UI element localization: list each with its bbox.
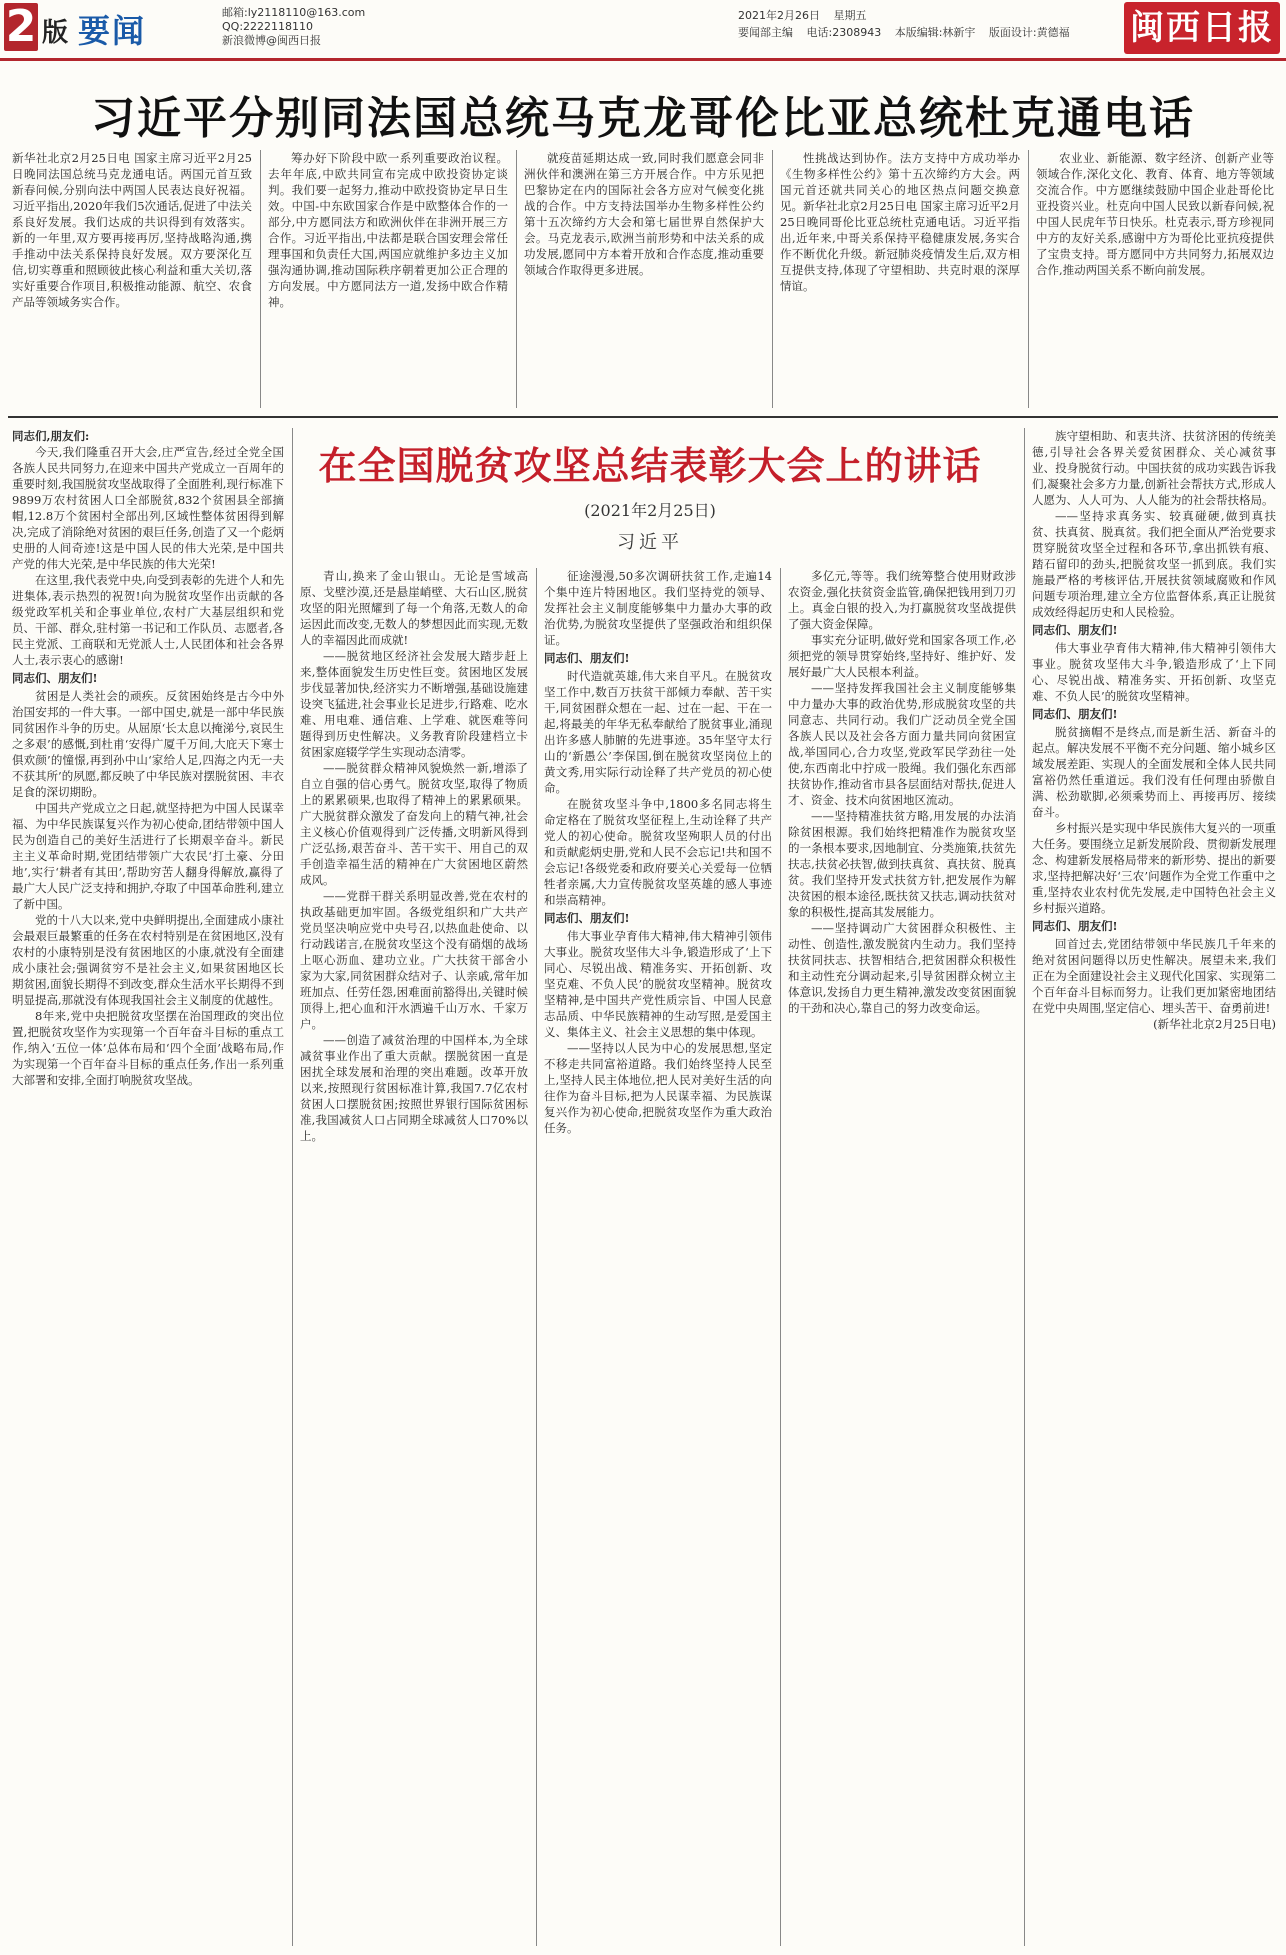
article1-column-3 — [524, 150, 764, 408]
speech-paragraph: 族守望相助、和衷共济、扶贫济困的传统美德,引导社会各界关爱贫困群众、关心减贫事业、投身脱贫行动。中国扶贫的成功实践告诉我们,凝聚社会多方力量,创新社会帮扶方式,形成人人愿为、人人可为、人人能为的社会帮扶格局。 — [1032, 429, 1276, 507]
edition-number: 2 — [5, 1, 37, 52]
column-divider — [292, 428, 293, 1946]
speech-paragraph: ——坚持求真务实、较真碰硬,做到真扶贫、扶真贫、脱真贫。我们把全面从严治党要求贯穿脱贫攻坚全过程和各环节,拿出抓铁有痕、踏石留印的劲头,把脱贫攻坚一抓到底。我们实施最严格的考核评估,开展扶贫领域腐败和作风问题专项治理,建立全方位监督体系,真正让脱贫成效经得起历史和人民检验。 — [1032, 509, 1276, 619]
issue-weekday: 星期五 — [833, 9, 867, 22]
article2-column-mid2 — [544, 568, 772, 1946]
speech-paragraph: 贫困是人类社会的顽疾。反贫困始终是古今中外治国安邦的一件大事。一部中国史,就是一部中华民族同贫困作斗争的历史。从屈原‘长太息以掩涕兮,哀民生之多艰’的感慨,到杜甫‘安得广厦千万间,大庇天下寒士俱欢颜’的憧憬,再到孙中山‘家给人足,四海之内无一夫不获其所’的夙愿,都反映了中华民族对摆脱贫困、丰衣足食的深切期盼。 — [12, 689, 284, 799]
speech-salutation: 同志们、朋友们! — [12, 671, 98, 685]
speech-paragraph: ——脱贫地区经济社会发展大踏步赶上来,整体面貌发生历史性巨变。贫困地区发展步伐显著加快,经济实力不断增强,基础设施建设突飞猛进,社会事业长足进步,行路难、吃水难、用电难、通信难、上学难、就医难等问题得到历史性解决。义务教育阶段建档立卡贫困家庭辍学学生实现动态清零。 — [300, 649, 528, 759]
speech-salutation: 同志们、朋友们! — [1032, 707, 1118, 721]
edition-unit: 版 — [42, 18, 69, 48]
speech-paragraph: 今天,我们隆重召开大会,庄严宣告,经过全党全国各族人民共同努力,在迎来中国共产党成立一百周年的重要时刻,我国脱贫攻坚战取得了全面胜利,现行标准下9899万农村贫困人口全部脱贫,832个贫困县全部摘帽,12.8万个贫困村全部出列,区域性整体贫困得到解决,完成了消除绝对贫困的艰巨任务,创造了又一个彪炳史册的人间奇迹!这是中国人民的伟大光荣,是中国共产党的伟大光荣,是中华民族的伟大光荣! — [12, 445, 284, 571]
speech-paragraph: 党的十八大以来,党中央鲜明提出,全面建成小康社会最艰巨最繁重的任务在农村特别是在贫困地区,没有农村的小康特别是没有贫困地区的小康,就没有全面建成小康社会;强调贫穷不是社会主义,如果贫困地区长期贫困,面貌长期得不到改变,群众生活水平长期得不到明显提高,那就没有体现我国社会主义制度的优越性。 — [12, 913, 284, 1007]
article1-headline: 习近平分别同法国总统马克龙哥伦比亚总统杜克通电话 — [91, 93, 1195, 144]
speech-paragraph: 乡村振兴是实现中华民族伟大复兴的一项重大任务。要围绕立足新发展阶段、贯彻新发展理念、构建新发展格局带来的新形势、提出的新要求,坚持把解决好‘三农’问题作为全党工作重中之重,坚持农业农村优先发展,走中国特色社会主义乡村振兴道路。 — [1032, 821, 1276, 915]
column-divider — [1028, 150, 1029, 408]
issue-date: 2021年2月26日 — [738, 9, 820, 22]
date-line — [738, 7, 877, 23]
speech-paragraph: 多亿元,等等。我们统筹整合使用财政涉农资金,强化扶贫资金监管,确保把钱用到刀刃上。真金白银的投入,为打赢脱贫攻坚战提供了强大资金保障。 — [788, 569, 1016, 631]
email: 邮箱:ly2118110@163.com — [222, 6, 366, 19]
article2-column-mid3 — [788, 568, 1016, 1946]
qq: QQ:2222118110 — [222, 20, 314, 33]
speech-paragraph: 伟大事业孕育伟大精神,伟大精神引领伟大事业。脱贫攻坚伟大斗争,锻造形成了‘上下同心、尽锐出战、精准务实、开拓创新、攻坚克难、不负人民’的脱贫攻坚精神。脱贫攻坚精神,是中国共产党性质宗旨、中国人民意志品质、中华民族精神的生动写照,是爱国主义、集体主义、社会主义思想的集中体现。 — [544, 929, 772, 1039]
speech-paragraph: 脱贫摘帽不是终点,而是新生活、新奋斗的起点。解决发展不平衡不充分问题、缩小城乡区域发展差距、实现人的全面发展和全体人民共同富裕仍然任重道远。我们没有任何理由骄傲自满、松劲歇脚,必须乘势而上、再接再厉、接续奋斗。 — [1032, 725, 1276, 819]
news-agency-credit: (新华社北京2月25日电) — [1153, 1017, 1276, 1031]
speech-salutation: 同志们、朋友们! — [1032, 919, 1118, 933]
speech-paragraph: ——坚持以人民为中心的发展思想,坚定不移走共同富裕道路。我们始终坚持人民至上,坚持人民主体地位,把人民对美好生活的向往作为奋斗目标,把为人民谋幸福、为民族谋复兴作为初心使命,把脱贫攻坚作为重大政治任务。 — [544, 1041, 772, 1135]
speech-paragraph: 时代造就英雄,伟大来自平凡。在脱贫攻坚工作中,数百万扶贫干部倾力奉献、苦干实干,同贫困群众想在一起、过在一起、干在一起,将最美的年华无私奉献给了脱贫事业,涌现出许多感人肺腑的先进事迹。35年坚守太行山的‘新愚公’李保国,倒在脱贫攻坚岗位上的黄文秀,用实际行动诠释了共产党员的初心使命。 — [544, 669, 772, 795]
staff-line — [738, 24, 1080, 40]
chief-editor: 要闻部主编 — [738, 26, 793, 39]
speech-paragraph: 回首过去,党团结带领中华民族几千年来的绝对贫困问题得以历史性解决。展望未来,我们正在为全面建设社会主义现代化国家、实现第二个百年奋斗目标而努力。让我们更加紧密地团结在党中央周围,坚定信心、埋头苦干、奋勇前进! — [1032, 937, 1276, 1015]
article2-author: 习近平 — [617, 532, 683, 553]
speech-paragraph: 青山,换来了金山银山。无论是雪域高原、戈壁沙漠,还是悬崖峭壁、大石山区,脱贫攻坚的阳光照耀到了每一个角落,无数人的命运因此而改变,无数人的梦想因此而实现,无数人的幸福因此而成就! — [300, 569, 528, 647]
speech-paragraph: 8年来,党中央把脱贫攻坚摆在治国理政的突出位置,把脱贫攻坚作为实现第一个百年奋斗目标的重点工作,纳入‘五位一体’总体布局和‘四个全面’战略布局,作为实现第一个百年奋斗目标的重点任务,作出一系列重大部署和安排,全面打响脱贫攻坚战。 — [12, 1009, 284, 1087]
column-divider — [780, 568, 781, 1946]
phone: 电话:2308943 — [806, 26, 882, 39]
article1-paragraph: 筹办好下阶段中欧一系列重要政治议程。去年年底,中欧共同宣布完成中欧投资协定谈判。我们要一起努力,推动中欧投资协定早日生效。中国-中东欧国家合作是中欧整体合作的一部分,中方愿同法方和欧洲伙伴在非洲开展三方合作。习近平指出,中法都是联合国安理会常任理事国和负责任大国,两国应就维护多边主义加强沟通协调,推动国际秩序朝着更加公正合理的方向发展。中方愿同法方一道,发扬中欧合作精神。 — [268, 151, 508, 309]
article1-column-5 — [1036, 150, 1274, 408]
speech-salutation: 同志们、朋友们! — [544, 651, 630, 665]
speech-paragraph: 在这里,我代表党中央,向受到表彰的先进个人和先进集体,表示热烈的祝贺!向为脱贫攻坚作出贡献的各级党政军机关和企事业单位,农村广大基层组织和党员、干部、群众,驻村第一书记和工作队员、志愿者,各民主党派、工商联和无党派人士,人民团体和社会各界人士,表示衷心的感谢! — [12, 573, 284, 667]
section-name: 要闻 — [78, 12, 147, 50]
column-divider — [1024, 428, 1025, 1946]
layout-designer: 版面设计:黄德福 — [988, 26, 1070, 39]
masthead — [0, 0, 1286, 58]
article2-column-right — [1032, 428, 1276, 1946]
speech-paragraph: 在脱贫攻坚斗争中,1800多名同志将生命定格在了脱贫攻坚征程上,生动诠释了共产党人的初心使命。脱贫攻坚殉职人员的付出和贡献彪炳史册,党和人民不会忘记!共和国不会忘记!各级党委和政府要关心关爱每一位牺牲者亲属,大力宣传脱贫攻坚英雄的感人事迹和崇高精神。 — [544, 797, 772, 907]
article1-column-2 — [268, 150, 508, 408]
article1-paragraph: 就疫苗延期达成一致,同时我们愿意会同非洲伙伴和澳洲在第三方开展合作。中方乐见把巴黎协定在内的国际社会各方应对气候变化挑战的合作。中方支持法国举办生物多样性公约第十五次缔约方大会和第七届世界自然保护大会。马克龙表示,欧洲当前形势和中法关系的成功发展,愿同中方本着开放和合作态度,推动重要领域合作取得更多进展。 — [524, 151, 764, 277]
article1-column-1 — [12, 150, 252, 408]
speech-paragraph: ——党群干群关系明显改善,党在农村的执政基础更加牢固。各级党组织和广大共产党员坚决响应党中央号召,以热血赴使命、以行动践诺言,在脱贫攻坚这个没有硝烟的战场上呕心沥血、建功立业。广大扶贫干部舍小家为大家,同贫困群众结对子、认亲戚,常年加班加点、任劳任怨,困难面前豁得出,关键时候顶得上,把心血和汗水洒遍千山万水、千家万户。 — [300, 889, 528, 1031]
column-divider — [260, 150, 261, 408]
article2-date: (2021年2月25日) — [584, 501, 716, 520]
speech-paragraph: 事实充分证明,做好党和国家各项工作,必须把党的领导贯穿始终,坚持好、维护好、发展好最广大人民根本利益。 — [788, 633, 1016, 679]
speech-paragraph: 中国共产党成立之日起,就坚持把为中国人民谋幸福、为中华民族谋复兴作为初心使命,团结带领中国人民为创造自己的美好生活进行了长期艰辛奋斗。新民主主义革命时期,党团结带领广大农民‘打土豪、分田地’,实行‘耕者有其田’,帮助穷苦人翻身得解放,赢得了最广大人民广泛支持和拥护,夺取了中国革命胜利,建立了新中国。 — [12, 801, 284, 911]
speech-paragraph: ——坚持发挥我国社会主义制度能够集中力量办大事的政治优势,形成脱贫攻坚的共同意志、共同行动。我们广泛动员全党全国各族人民以及社会各方面力量共同向贫困宣战,举国同心,合力攻坚,党政军民学劲往一处使,东西南北中拧成一股绳。我们强化东西部扶贫协作,推动省市县各层面结对帮扶,促进人才、资金、技术向贫困地区流动。 — [788, 681, 1016, 807]
article1-paragraph: 农业业、新能源、数字经济、创新产业等领域合作,深化文化、教育、体育、地方等领域交流合作。中方愿继续鼓励中国企业赴哥伦比亚投资兴业。杜克向中国人民致以新春问候,祝中国人民虎年节日快乐。杜克表示,哥方珍视同中方的友好关系,感谢中方为哥伦比亚抗疫提供了宝贵支持。哥方愿同中方共同努力,拓展双边合作,推动两国关系不断向前发展。 — [1036, 151, 1274, 277]
column-divider — [772, 150, 773, 408]
weibo: 新浪微博@闽西日报 — [222, 34, 321, 47]
speech-salutation: 同志们、朋友们! — [544, 911, 630, 925]
masthead-rule — [0, 58, 1286, 61]
speech-paragraph: 伟大事业孕育伟大精神,伟大精神引领伟大事业。脱贫攻坚伟大斗争,锻造形成了‘上下同心、尽锐出战、精准务实、开拓创新、攻坚克难、不负人民’的脱贫攻坚精神。 — [1032, 641, 1276, 703]
newspaper-logo: 闽西日报 — [1124, 2, 1280, 54]
article2-column-left — [12, 428, 284, 1946]
article1-paragraph: 性挑战达到协作。法方支持中方成功举办《生物多样性公约》第十五次缔约方大会。两国元首还就共同关心的地区热点问题交换意见。新华社北京2月25日电 国家主席习近平2月25日晚同哥伦比亚总统杜克通电话。习近平指出,近年来,中哥关系保持平稳健康发展,务实合作不断优化升级。新冠肺炎疫情发生后,双方相互提供支持,体现了守望相助、共克时艰的深厚情谊。 — [780, 151, 1020, 293]
greeting: 同志们,朋友们: — [12, 429, 90, 443]
speech-paragraph: ——创造了减贫治理的中国样本,为全球减贫事业作出了重大贡献。摆脱贫困一直是困扰全球发展和治理的突出难题。改革开放以来,按照现行贫困标准计算,我国7.7亿农村贫困人口摆脱贫困;按照世界银行国际贫困标准,我国减贫人口占同期全球减贫人口70%以上。 — [300, 1033, 528, 1143]
speech-paragraph: ——坚持调动广大贫困群众积极性、主动性、创造性,激发脱贫内生动力。我们坚持扶贫同扶志、扶智相结合,把贫困群众积极性和主动性充分调动起来,引导贫困群众树立主体意识,发扬自力更生精神,激发改变贫困面貌的干劲和决心,靠自己的努力改变命运。 — [788, 921, 1016, 1015]
speech-salutation: 同志们、朋友们! — [1032, 623, 1118, 637]
column-divider — [516, 150, 517, 408]
article1-paragraph: 新华社北京2月25日电 国家主席习近平2月25日晚同法国总统马克龙通电话。两国元首互致新春问候,分别向法中两国人民表达良好祝福。习近平指出,2020年我们5次通话,促进了中法关系良好发展。我们达成的共识得到有效落实。新的一年里,双方要再接再厉,坚持战略沟通,携手推动中法关系保持良好发展。双方要深化互信,切实尊重和照顾彼此核心利益和重大关切,落实好重要合作项目,积极推动能源、航空、农食产品等领域务实合作。 — [12, 151, 252, 309]
article2-column-mid1 — [300, 568, 528, 1946]
column-divider — [536, 568, 537, 1946]
duty-editor: 本版编辑:林新宇 — [894, 26, 976, 39]
article2-headline: 在全国脱贫攻坚总结表彰大会上的讲话 — [318, 444, 982, 488]
contact-block — [222, 6, 365, 48]
speech-paragraph: ——坚持精准扶贫方略,用发展的办法消除贫困根源。我们始终把精准作为脱贫攻坚的一条根本要求,因地制宜、分类施策,扶贫先扶志,扶贫必扶智,做到扶真贫、真扶贫、脱真贫。我们坚持开发式扶贫方针,把发展作为解决贫困的根本途径,既扶贫又扶志,调动扶贫对象的积极性,提高其发展能力。 — [788, 809, 1016, 919]
speech-paragraph: ——脱贫群众精神风貌焕然一新,增添了自立自强的信心勇气。脱贫攻坚,取得了物质上的累累硕果,也取得了精神上的累累硕果。广大脱贫群众激发了奋发向上的精气神,社会主义核心价值观得到广泛传播,文明新风得到广泛弘扬,艰苦奋斗、苦干实干、用自己的双手创造幸福生活的精神在广大贫困地区蔚然成风。 — [300, 761, 528, 887]
article-separator — [8, 416, 1278, 418]
article1-column-4 — [780, 150, 1020, 408]
speech-paragraph: 征途漫漫,50多次调研扶贫工作,走遍14个集中连片特困地区。我们坚持党的领导、发挥社会主义制度能够集中力量办大事的政治优势,为脱贫攻坚提供了坚强政治和组织保证。 — [544, 569, 772, 647]
